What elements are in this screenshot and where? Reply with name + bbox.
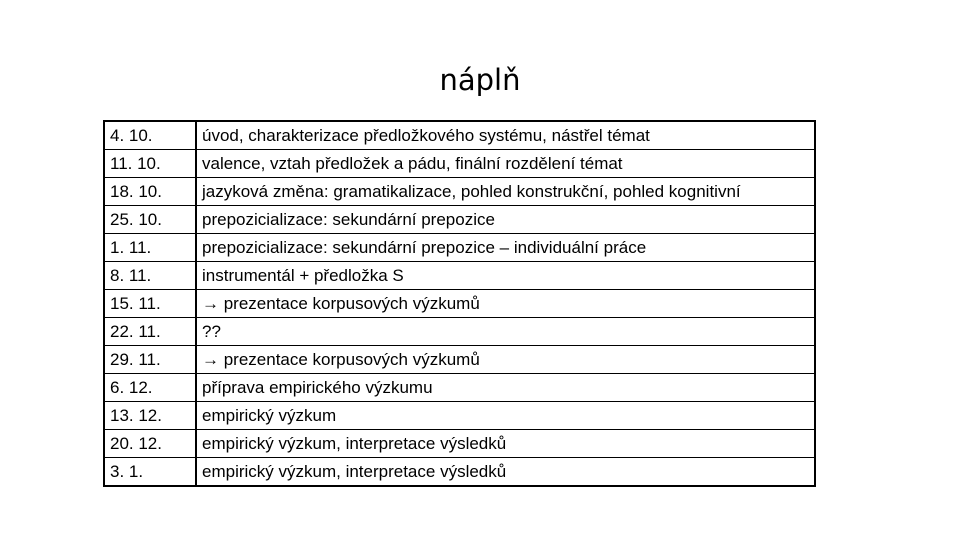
- table-row: [104, 402, 815, 430]
- date-cell: 13. 12.: [104, 402, 196, 430]
- table-row: [104, 121, 815, 150]
- topic-cell: empirický výzkum, interpretace výsledků: [196, 430, 815, 458]
- table-row: [104, 318, 815, 346]
- table-row: [104, 458, 815, 487]
- date-cell: 25. 10.: [104, 206, 196, 234]
- topic-cell: empirický výzkum, interpretace výsledků: [196, 458, 815, 487]
- schedule-table: [103, 120, 816, 487]
- topic-cell: valence, vztah předložek a pádu, finální rozdělení témat: [196, 150, 815, 178]
- topic-cell: ??: [196, 318, 815, 346]
- topic-cell: jazyková změna: gramatikalizace, pohled konstrukční, pohled kognitivní: [196, 178, 815, 206]
- date-cell: 11. 10.: [104, 150, 196, 178]
- topic-cell: prepozicializace: sekundární prepozice: [196, 206, 815, 234]
- table-row: [104, 290, 815, 318]
- date-cell: 8. 11.: [104, 262, 196, 290]
- date-cell: 20. 12.: [104, 430, 196, 458]
- topic-cell: úvod, charakterizace předložkového systému, nástřel témat: [196, 121, 815, 150]
- table-row: [104, 374, 815, 402]
- topic-cell: příprava empirického výzkumu: [196, 374, 815, 402]
- table-row: [104, 150, 815, 178]
- topic-cell: → prezentace korpusových výzkumů: [196, 346, 815, 374]
- table-row: [104, 430, 815, 458]
- topic-cell: prepozicializace: sekundární prepozice – individuální práce: [196, 234, 815, 262]
- table-row: [104, 178, 815, 206]
- table-row: [104, 234, 815, 262]
- table-row: [104, 346, 815, 374]
- date-cell: 1. 11.: [104, 234, 196, 262]
- date-cell: 22. 11.: [104, 318, 196, 346]
- slide-title: náplň: [439, 63, 521, 97]
- date-cell: 29. 11.: [104, 346, 196, 374]
- table-row: [104, 206, 815, 234]
- topic-cell: instrumentál + předložka S: [196, 262, 815, 290]
- date-cell: 6. 12.: [104, 374, 196, 402]
- topic-cell: empirický výzkum: [196, 402, 815, 430]
- date-cell: 3. 1.: [104, 458, 196, 487]
- date-cell: 15. 11.: [104, 290, 196, 318]
- table-row: [104, 262, 815, 290]
- topic-cell: → prezentace korpusových výzkumů: [196, 290, 815, 318]
- date-cell: 4. 10.: [104, 121, 196, 150]
- date-cell: 18. 10.: [104, 178, 196, 206]
